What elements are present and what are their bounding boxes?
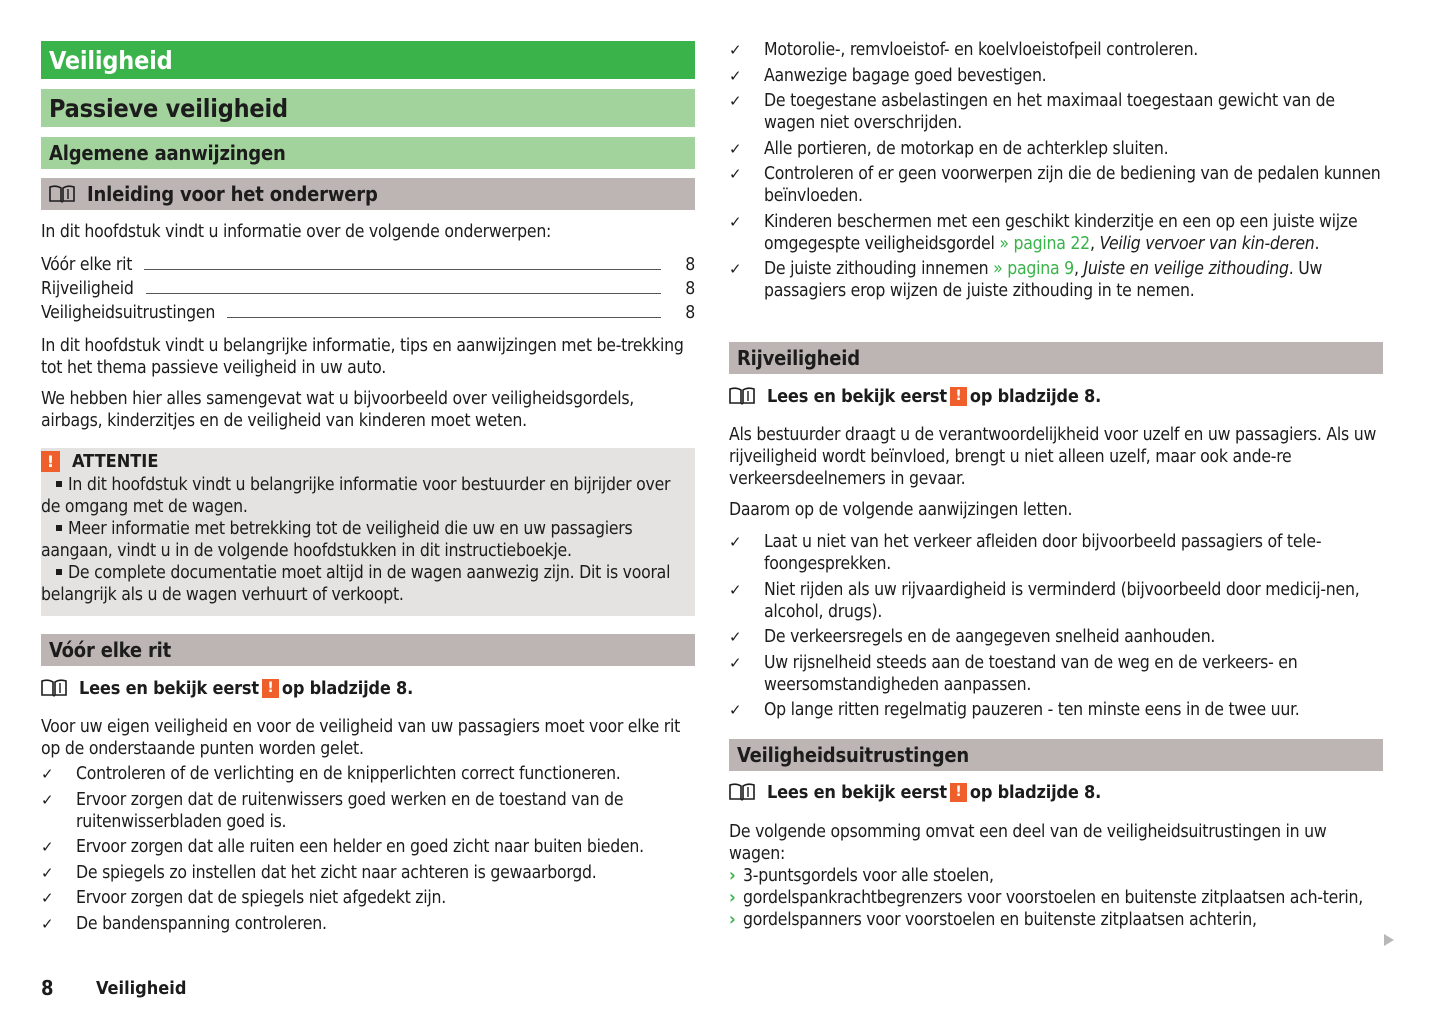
toc-leader <box>146 293 661 294</box>
intro-heading <box>41 178 695 210</box>
checklist-item: ✓ Ervoor zorgen dat alle ruiten een helder en goed zicht naar buiten bieden. <box>41 837 644 857</box>
check-icon: ✓ <box>729 701 742 719</box>
chevron-right-icon: › <box>729 909 736 930</box>
checklist-item: ✓ Ervoor zorgen dat de spiegels niet afgedekt zijn. <box>41 888 447 908</box>
toc-label: Veiligheidsuitrustingen <box>41 303 216 323</box>
checklist-item: ✓ Controleren of de verlichting en de knipperlichten correct functioneren. <box>41 764 621 784</box>
driving-safety-paragraph: Daarom op de volgende aanwijzingen letten. <box>729 500 1073 520</box>
section-heading <box>41 89 695 127</box>
read-first-note: Lees en bekijk eerst ! op bladzijde 8. <box>729 780 1383 804</box>
check-icon: ✓ <box>729 41 742 59</box>
equipment-item: › gordelspankrachtbegrenzers voor voorstoelen en buitenste zitplaatsen ach-terin, <box>729 887 1363 908</box>
check-icon: ✓ <box>729 165 742 183</box>
check-icon: ✓ <box>729 580 742 599</box>
chapter-title: Veiligheid <box>49 45 173 75</box>
chevron-right-icon: › <box>729 887 736 908</box>
checklist-item: ✓ Uw rijsnelheid steeds aan de toestand van de weg en de verkeers- en weersomstandigheden aanpassen. <box>729 652 1298 695</box>
check-icon: ✓ <box>41 914 54 933</box>
attention-item: Meer informatie met betrekking tot de veiligheid die uw en uw passagiers aangaan, vindt u in de volgende hoofdstukken in dit instructieboekje. <box>41 519 633 561</box>
toc-page: 8 <box>685 279 695 299</box>
toc-leader <box>144 269 661 270</box>
checklist-item: ✓ De bandenspanning controleren. <box>41 913 327 934</box>
driving-safety-checklist <box>729 531 1383 725</box>
before-trip-checklist <box>41 763 695 938</box>
equipment-title: Veiligheidsuitrustingen <box>737 743 970 767</box>
before-trip-title: Vóór elke rit <box>49 638 171 662</box>
reference-title: Juiste en veilige zithouding <box>1083 259 1289 279</box>
check-icon: ✓ <box>41 838 54 856</box>
checklist-item: ✓ Laat u niet van het verkeer afleiden door bijvoorbeeld passagiers of tele-foongesprekken. <box>729 532 1322 574</box>
toc-label: Rijveiligheid <box>41 279 134 299</box>
driving-safety-heading <box>729 342 1383 374</box>
equipment-lead: De volgende opsomming omvat een deel van de veiligheidsuitrustingen in uw wagen: <box>729 822 1327 864</box>
book-icon <box>49 185 75 203</box>
driving-safety-paragraph: Als bestuurder draagt u de verantwoordelijkheid voor uzelf en uw passagiers. Als uw rijveiligheid wordt beïnvloed, brengt u niet alleen uzelf, maar ook ande-re verkeersdeelnemers in gevaar. <box>729 425 1377 489</box>
chevron-right-icon: › <box>729 865 736 886</box>
read-first-note: Lees en bekijk eerst ! op bladzijde 8. <box>729 384 1383 408</box>
bullet-square-icon <box>56 481 62 487</box>
bullet-square-icon <box>56 569 62 575</box>
equipment-heading <box>729 739 1383 771</box>
check-icon: ✓ <box>729 139 742 158</box>
equipment-list <box>729 865 1383 931</box>
page-number: 8 <box>41 976 54 1000</box>
checklist-item: ✓ De toegestane asbelastingen en het maximaal toegestaan gewicht van de wagen niet overschrijden. <box>729 91 1335 133</box>
read-first-note: Lees en bekijk eerst ! op bladzijde 8. <box>41 676 695 700</box>
subsection-title: Algemene aanwijzingen <box>49 141 286 165</box>
intro-lead: In dit hoofdstuk vindt u informatie over de volgende onderwerpen: <box>41 222 552 242</box>
subsection-heading <box>41 137 695 169</box>
check-icon: ✓ <box>729 653 742 672</box>
intro-paragraph: In dit hoofdstuk vindt u belangrijke informatie, tips en aanwijzingen met be-trekking tot het thema passieve veiligheid in uw auto. <box>41 336 684 378</box>
equipment-item: › 3-puntsgordels voor alle stoelen, <box>729 865 994 886</box>
warning-icon[interactable]: ! <box>950 387 967 406</box>
page-link[interactable]: » pagina 9 <box>993 259 1074 279</box>
checklist-item: ✓ Alle portieren, de motorkap en de achterklep sluiten. <box>729 138 1169 159</box>
book-icon <box>729 387 755 405</box>
warning-icon[interactable]: ! <box>262 679 279 698</box>
check-icon: ✓ <box>41 889 54 907</box>
equipment-item: › gordelspanners voor voorstoelen en buitenste zitplaatsen achterin, <box>729 909 1257 930</box>
chapter-heading <box>41 41 695 79</box>
toc-item[interactable] <box>41 275 695 299</box>
driving-safety-title: Rijveiligheid <box>737 346 860 370</box>
attention-header <box>41 448 685 474</box>
book-icon <box>729 783 755 801</box>
checklist-item: ✓ Op lange ritten regelmatig pauzeren - ten minste eens in de twee uur. <box>729 700 1300 720</box>
toc-item[interactable] <box>41 299 695 323</box>
page-link[interactable]: » pagina 22 <box>999 233 1090 254</box>
attention-item: De complete documentatie moet altijd in de wagen aanwezig zijn. Dit is vooral belangrijk als u de wagen verhuurt of verkoopt. <box>41 563 671 605</box>
toc-label: Vóór elke rit <box>41 255 133 275</box>
checklist-item: ✓ Aanwezige bagage goed bevestigen. <box>729 65 1047 86</box>
intro-title: Inleiding voor het onderwerp <box>87 182 378 206</box>
before-trip-heading <box>41 634 695 666</box>
check-icon: ✓ <box>41 790 54 809</box>
checklist-item: ✓ Controleren of er geen voorwerpen zijn die de bediening van de pedalen kunnen beïnvloeden. <box>729 164 1381 206</box>
check-icon: ✓ <box>729 260 742 278</box>
checklist-item: ✓ Ervoor zorgen dat de ruitenwissers goed werken en de toestand van de ruitenwisserbladen goed is. <box>41 789 624 832</box>
checklist-item: ✓ De juiste zithouding innemen » pagina 9, Juiste en veilige zithouding. Uw passagiers erop wijzen de juiste zithouding in te nemen. <box>729 259 1323 301</box>
toc-page: 8 <box>685 303 695 323</box>
before-trip-lead: Voor uw eigen veiligheid en voor de veiligheid van uw passagiers moet voor elke rit op de onderstaande punten worden gelet. <box>41 717 681 759</box>
before-trip-checklist-continued <box>729 39 1383 306</box>
footer-chapter: Veiligheid <box>96 978 187 999</box>
reference-title: Veilig vervoer van kin-deren <box>1099 233 1315 254</box>
section-title: Passieve veiligheid <box>49 93 288 123</box>
check-icon: ✓ <box>729 628 742 646</box>
check-icon: ✓ <box>41 765 54 783</box>
warning-icon[interactable]: ! <box>950 783 967 802</box>
check-icon: ✓ <box>729 533 742 551</box>
attention-box <box>41 448 695 616</box>
toc-page: 8 <box>685 255 695 275</box>
toc-leader <box>227 317 661 318</box>
check-icon: ✓ <box>729 66 742 85</box>
continue-arrow-icon <box>1384 934 1394 946</box>
checklist-item: ✓ De verkeersregels en de aangegeven snelheid aanhouden. <box>729 627 1216 647</box>
warning-icon: ! <box>41 451 60 472</box>
intro-paragraph: We hebben hier alles samengevat wat u bijvoorbeeld over veiligheidsgordels, airbags, kinderzitjes en de veiligheid van kinderen moet weten. <box>41 389 635 431</box>
attention-item: In dit hoofdstuk vindt u belangrijke informatie voor bestuurder en bijrijder over de omgang met de wagen. <box>41 475 671 517</box>
checklist-item: ✓ Motorolie-, remvloeistof- en koelvloeistofpeil controleren. <box>729 40 1199 60</box>
checklist-item: ✓ De spiegels zo instellen dat het zicht naar achteren is gewaarborgd. <box>41 862 597 883</box>
checklist-item: ✓ Niet rijden als uw rijvaardigheid is verminderd (bijvoorbeeld door medicij-nen, alcohol, drugs). <box>729 579 1360 622</box>
check-icon: ✓ <box>729 92 742 110</box>
check-icon: ✓ <box>729 212 742 231</box>
attention-title: ATTENTIE <box>72 450 159 472</box>
check-icon: ✓ <box>41 863 54 882</box>
checklist-item: ✓ Kinderen beschermen met een geschikt kinderzitje en een op een juiste wijze omgegespte veiligheidsgordel » pagina 22, Veilig vervoer van kin-deren. <box>729 211 1358 254</box>
book-icon <box>41 679 67 697</box>
toc-item[interactable] <box>41 251 695 275</box>
bullet-square-icon <box>56 525 62 531</box>
